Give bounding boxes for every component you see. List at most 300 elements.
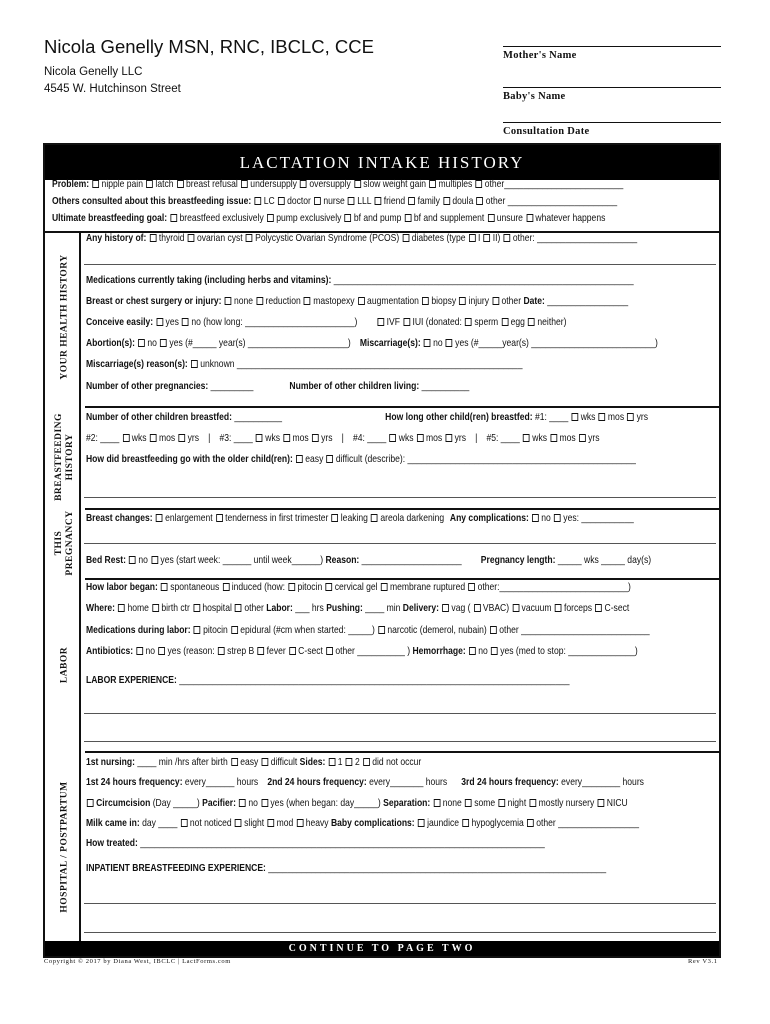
option-label: yrs bbox=[187, 433, 200, 444]
hosp-treated-line[interactable]: _____________________________________________________________________________________ bbox=[140, 838, 545, 849]
hosp-inp-row bbox=[86, 863, 606, 874]
option-label: pitocin bbox=[297, 582, 323, 593]
hosp-sep-label: Separation: bbox=[383, 798, 431, 809]
option-label: not noticed bbox=[189, 818, 232, 829]
option-label: other bbox=[244, 603, 264, 614]
history-row bbox=[86, 233, 637, 244]
checkbox[interactable] bbox=[182, 318, 189, 326]
option-label: augmentation bbox=[367, 296, 419, 307]
checkbox[interactable] bbox=[354, 180, 361, 188]
checkbox[interactable] bbox=[377, 318, 384, 326]
checkbox[interactable] bbox=[627, 413, 634, 421]
hosp-inp-line[interactable]: _______________________________________________________________________ bbox=[268, 863, 607, 874]
checkbox[interactable] bbox=[595, 604, 602, 612]
health-reason-line[interactable]: ____________________________________________________________ bbox=[236, 359, 523, 370]
checkbox[interactable] bbox=[296, 819, 303, 827]
checkbox[interactable] bbox=[527, 819, 534, 827]
option-label: other _________________ bbox=[536, 818, 640, 829]
labor-line-2[interactable] bbox=[84, 741, 716, 742]
checkbox[interactable] bbox=[402, 234, 409, 242]
hosp-sides-label: Sides: bbox=[299, 757, 326, 768]
bf-sep[interactable]: | bbox=[475, 433, 478, 444]
checkbox[interactable] bbox=[188, 234, 195, 242]
checkbox[interactable] bbox=[194, 626, 201, 634]
labor-labor-text[interactable]: ___ hrs bbox=[295, 603, 324, 614]
checkbox[interactable] bbox=[150, 434, 157, 442]
checkbox[interactable] bbox=[405, 214, 412, 222]
mothers-name-field[interactable]: Mother's Name bbox=[503, 46, 721, 61]
checkbox[interactable] bbox=[488, 214, 495, 222]
section-label-labor: LABOR bbox=[59, 646, 70, 684]
hosp-milk-text[interactable]: day ____ bbox=[142, 818, 178, 829]
bf-label-1: BREASTFEEDING bbox=[54, 413, 64, 501]
option-label: epidural (#cm when started: _____) bbox=[240, 625, 375, 636]
checkbox[interactable] bbox=[158, 647, 165, 655]
checkbox[interactable] bbox=[312, 434, 319, 442]
option-label: no bbox=[248, 798, 258, 809]
checkbox[interactable] bbox=[408, 197, 415, 205]
checkbox[interactable] bbox=[289, 647, 296, 655]
checkbox[interactable] bbox=[138, 339, 145, 347]
option-label: birth ctr bbox=[161, 603, 190, 614]
checkbox[interactable] bbox=[160, 339, 167, 347]
checkbox[interactable] bbox=[283, 434, 290, 442]
labor-line-1[interactable] bbox=[84, 713, 716, 714]
option-label: nipple pain bbox=[101, 179, 143, 190]
checkbox[interactable] bbox=[136, 647, 143, 655]
option-label: areola darkening bbox=[380, 513, 445, 524]
checkbox[interactable] bbox=[526, 214, 533, 222]
option-label: yes (start week: ______ until week______) bbox=[160, 555, 324, 566]
option-label: narcotic (demerol, nubain) bbox=[387, 625, 487, 636]
option-label: 2 bbox=[355, 757, 360, 768]
checkbox[interactable] bbox=[152, 604, 159, 612]
checkbox[interactable] bbox=[417, 434, 424, 442]
hosp-first-label: 1st nursing: bbox=[86, 757, 135, 768]
labor-exp-label: LABOR EXPERIENCE: bbox=[86, 675, 177, 686]
checkbox[interactable] bbox=[477, 197, 484, 205]
option-label: diabetes (type bbox=[411, 233, 466, 244]
option-label: multiples bbox=[438, 179, 473, 190]
labor-where-label: Where: bbox=[86, 603, 116, 614]
checkbox[interactable] bbox=[443, 197, 450, 205]
checkbox[interactable] bbox=[422, 297, 429, 305]
option-label: pump exclusively bbox=[276, 213, 342, 224]
option-label: other _______________________ bbox=[485, 196, 618, 207]
option-label: heavy bbox=[305, 818, 329, 829]
option-label: 1 bbox=[337, 757, 343, 768]
checkbox[interactable] bbox=[363, 758, 370, 766]
option-label: yes bbox=[165, 317, 179, 328]
preg-changes-row bbox=[86, 513, 634, 524]
labor-exp-line[interactable]: __________________________________________________________________________________ bbox=[179, 675, 570, 686]
abortion-row bbox=[86, 338, 658, 349]
preg-length-text[interactable]: _____ wks _____ day(s) bbox=[557, 555, 652, 566]
checkbox[interactable] bbox=[156, 318, 163, 326]
hosp-line-2[interactable] bbox=[84, 932, 716, 933]
checkbox[interactable] bbox=[262, 758, 269, 766]
option-label: tenderness in first trimester bbox=[225, 513, 329, 524]
checkbox[interactable] bbox=[156, 514, 163, 522]
labor-delivery-label: Delivery: bbox=[402, 603, 439, 614]
checkbox[interactable] bbox=[231, 626, 238, 634]
section-label-health: YOUR HEALTH HISTORY bbox=[59, 254, 70, 380]
bf-c5[interactable]: #5: ____ bbox=[486, 433, 520, 444]
option-label: no (how long: _______________________) bbox=[191, 317, 358, 328]
option-label: ovarian cyst bbox=[197, 233, 243, 244]
option-label: breastfeed exclusively bbox=[179, 213, 264, 224]
section-label-preg bbox=[54, 510, 76, 575]
option-label: forceps bbox=[563, 603, 593, 614]
checkbox[interactable] bbox=[346, 758, 353, 766]
option-label: easy bbox=[305, 454, 324, 465]
option-label: C-sect bbox=[604, 603, 630, 614]
option-label: injury bbox=[468, 296, 490, 307]
hosp-f1-text[interactable]: every______ hours bbox=[184, 777, 259, 788]
option-label: I bbox=[477, 233, 481, 244]
checkbox[interactable] bbox=[256, 297, 263, 305]
option-label: egg bbox=[510, 317, 525, 328]
option-label: enlargement bbox=[165, 513, 213, 524]
checkbox[interactable] bbox=[345, 214, 352, 222]
health-surgery-label: Breast or chest surgery or injury: bbox=[86, 296, 222, 307]
checkbox[interactable] bbox=[288, 583, 295, 591]
hosp-f1-label: 1st 24 hours frequency: bbox=[86, 777, 183, 788]
checkbox[interactable] bbox=[278, 197, 285, 205]
checkbox[interactable] bbox=[433, 799, 440, 807]
history-extra-line[interactable] bbox=[84, 264, 716, 265]
option-label: no bbox=[145, 646, 156, 657]
checkbox[interactable] bbox=[469, 234, 476, 242]
checkbox[interactable] bbox=[498, 799, 505, 807]
checkbox[interactable] bbox=[348, 197, 355, 205]
bf-sep[interactable]: | bbox=[208, 433, 211, 444]
preg-label-1: THIS bbox=[54, 530, 64, 556]
option-label: difficult bbox=[270, 757, 298, 768]
hosp-line-1[interactable] bbox=[84, 903, 716, 904]
practitioner-name: Nicola Genelly MSN, RNC, IBCLC, CCE bbox=[44, 36, 374, 57]
checkbox[interactable] bbox=[267, 819, 274, 827]
checkbox[interactable] bbox=[123, 434, 130, 442]
health-living-line[interactable]: __________ bbox=[421, 381, 470, 392]
option-label: NICU bbox=[606, 798, 628, 809]
checkbox[interactable] bbox=[193, 604, 200, 612]
labor-labor-label: Labor: bbox=[266, 603, 293, 614]
checkbox[interactable] bbox=[468, 583, 475, 591]
checkbox[interactable] bbox=[523, 434, 530, 442]
preg-label-2: PREGNANCY bbox=[65, 510, 75, 576]
checkbox[interactable] bbox=[371, 514, 378, 522]
checkbox[interactable] bbox=[358, 297, 365, 305]
checkbox[interactable] bbox=[325, 583, 332, 591]
option-label: yrs bbox=[321, 433, 333, 444]
option-label: yes (#_____year(s) __________________________) bbox=[455, 338, 658, 349]
checkbox[interactable] bbox=[191, 360, 198, 368]
option-label: bf and pump bbox=[353, 213, 402, 224]
checkbox[interactable] bbox=[529, 799, 536, 807]
checkbox[interactable] bbox=[327, 455, 334, 463]
checkbox[interactable] bbox=[304, 297, 311, 305]
checkbox[interactable] bbox=[381, 583, 388, 591]
option-label: hypoglycemia bbox=[471, 818, 524, 829]
bf-c1[interactable]: #1: ____ bbox=[534, 412, 569, 423]
bf-sep[interactable]: | bbox=[341, 433, 344, 444]
bf-children-line[interactable]: __________ bbox=[234, 412, 282, 423]
option-label: yrs bbox=[636, 412, 648, 423]
checkbox[interactable] bbox=[235, 604, 242, 612]
checkbox[interactable] bbox=[462, 819, 469, 827]
checkbox[interactable] bbox=[246, 234, 253, 242]
option-label: mos bbox=[425, 433, 443, 444]
divider-bf-top bbox=[85, 406, 719, 408]
revision: Rev V3.1 bbox=[688, 958, 718, 965]
checkbox[interactable] bbox=[403, 318, 410, 326]
checkbox[interactable] bbox=[554, 514, 561, 522]
option-label: Polycystic Ovarian Syndrome (PCOS) bbox=[255, 233, 400, 244]
company-address: 4545 W. Hutchinson Street bbox=[44, 83, 181, 95]
hosp-pac-label: Pacifier: bbox=[202, 798, 236, 809]
hosp-inp-label: INPATIENT BREASTFEEDING EXPERIENCE: bbox=[86, 863, 266, 874]
checkbox[interactable] bbox=[257, 647, 264, 655]
option-label: easy bbox=[240, 757, 259, 768]
checkbox[interactable] bbox=[579, 434, 586, 442]
top-others-label: Others consulted about this breastfeeding issue: bbox=[52, 196, 252, 207]
continue-banner: CONTINUE TO PAGE TWO bbox=[45, 941, 719, 956]
hosp-f3-label: 3rd 24 hours frequency: bbox=[461, 777, 559, 788]
checkbox[interactable] bbox=[178, 434, 185, 442]
checkbox[interactable] bbox=[418, 819, 425, 827]
checkbox[interactable] bbox=[445, 434, 452, 442]
checkbox[interactable] bbox=[177, 180, 184, 188]
hosp-first-text[interactable]: ____ min /hrs after birth bbox=[137, 757, 228, 768]
checkbox[interactable] bbox=[267, 214, 274, 222]
checkbox[interactable] bbox=[92, 180, 99, 188]
checkbox[interactable] bbox=[296, 455, 303, 463]
checkbox[interactable] bbox=[442, 604, 449, 612]
option-label: no bbox=[541, 513, 551, 524]
bf-extra-line[interactable] bbox=[84, 497, 716, 498]
option-label: other_________________________ bbox=[484, 179, 624, 190]
conceive-row bbox=[86, 317, 566, 328]
meds-row bbox=[86, 275, 634, 286]
option-label: mastopexy bbox=[313, 296, 355, 307]
hosp-milk-row bbox=[86, 818, 639, 829]
checkbox[interactable] bbox=[256, 434, 263, 442]
option-label: sperm bbox=[474, 317, 499, 328]
option-label: yes: ___________ bbox=[563, 513, 634, 524]
option-label: neither) bbox=[537, 317, 567, 328]
top-problem-label: Problem: bbox=[52, 179, 90, 190]
hosp-f2-label: 2nd 24 hours frequency: bbox=[267, 777, 367, 788]
surgery-row bbox=[86, 296, 628, 307]
health-preg-line[interactable]: _________ bbox=[210, 381, 254, 392]
checkbox[interactable] bbox=[504, 234, 511, 242]
option-label: some bbox=[474, 798, 496, 809]
health-preg-label: Number of other pregnancies: bbox=[86, 381, 209, 392]
hosp-circ-text[interactable]: (Day _____) bbox=[152, 798, 200, 809]
labor-pushing-label: Pushing: bbox=[326, 603, 363, 614]
option-label: LC bbox=[263, 196, 275, 207]
option-label: bf and supplement bbox=[413, 213, 485, 224]
checkbox[interactable] bbox=[424, 339, 431, 347]
checkbox[interactable] bbox=[150, 234, 157, 242]
checkbox[interactable] bbox=[314, 197, 321, 205]
checkbox[interactable] bbox=[501, 318, 508, 326]
health-abortion-label: Abortion(s): bbox=[86, 338, 135, 349]
option-label: other ___________________________ bbox=[499, 625, 650, 636]
option-label: none bbox=[442, 798, 462, 809]
checkbox[interactable] bbox=[374, 197, 381, 205]
option-label: C-sect bbox=[298, 646, 323, 657]
checkbox[interactable] bbox=[446, 339, 453, 347]
option-label: vag ( bbox=[451, 603, 471, 614]
checkbox[interactable] bbox=[332, 514, 339, 522]
checkbox[interactable] bbox=[129, 556, 136, 564]
checkbox[interactable] bbox=[151, 556, 158, 564]
checkbox[interactable] bbox=[459, 297, 466, 305]
preg-bedrest-label: Bed Rest: bbox=[86, 555, 126, 566]
checkbox[interactable] bbox=[390, 434, 397, 442]
option-label: doula bbox=[452, 196, 474, 207]
option-label: reduction bbox=[265, 296, 301, 307]
checkbox[interactable] bbox=[216, 514, 223, 522]
option-label: IVF bbox=[386, 317, 400, 328]
checkbox[interactable] bbox=[469, 647, 476, 655]
checkbox[interactable] bbox=[532, 514, 539, 522]
option-label: mos bbox=[292, 433, 309, 444]
hosp-f3-text[interactable]: every________ hours bbox=[561, 777, 644, 788]
labor-began-row bbox=[86, 582, 631, 593]
health-date-line[interactable]: _________________ bbox=[547, 296, 629, 307]
bf-label-2: HISTORY bbox=[65, 433, 75, 481]
option-label: membrane ruptured bbox=[390, 582, 466, 593]
copyright: Copyright © 2017 by Diana West, IBCLC | LactForms.com bbox=[44, 958, 231, 965]
checkbox[interactable] bbox=[261, 799, 268, 807]
option-label: mos bbox=[158, 433, 176, 444]
option-label: no bbox=[433, 338, 443, 349]
option-label: jaundice bbox=[427, 818, 460, 829]
hosp-treated-label: How treated: bbox=[86, 838, 138, 849]
checkbox[interactable] bbox=[146, 180, 153, 188]
option-label: family bbox=[417, 196, 440, 207]
health-history-label: Any history of: bbox=[86, 233, 147, 244]
preg-extra-line[interactable] bbox=[84, 543, 716, 544]
health-date-label: Date: bbox=[523, 296, 545, 307]
checkbox[interactable] bbox=[161, 583, 168, 591]
option-label: yes (reason: bbox=[167, 646, 215, 657]
bf-c3[interactable]: #3: ____ bbox=[219, 433, 253, 444]
option-label: wks bbox=[131, 433, 147, 444]
checkbox[interactable] bbox=[235, 819, 242, 827]
pregnancies-row bbox=[86, 381, 469, 392]
health-living-label: Number of other children living: bbox=[289, 381, 420, 392]
option-label: nurse bbox=[323, 196, 345, 207]
option-label: night bbox=[507, 798, 527, 809]
checkbox[interactable] bbox=[492, 297, 499, 305]
bf-children-label: Number of other children breastfed: bbox=[86, 412, 232, 423]
checkbox[interactable] bbox=[555, 604, 562, 612]
checkbox[interactable] bbox=[118, 604, 125, 612]
checkbox[interactable] bbox=[241, 180, 248, 188]
checkbox[interactable] bbox=[429, 180, 436, 188]
checkbox[interactable] bbox=[181, 819, 188, 827]
checkbox[interactable] bbox=[465, 318, 472, 326]
checkbox[interactable] bbox=[484, 234, 491, 242]
checkbox[interactable] bbox=[465, 799, 472, 807]
labor-meds-label: Medications during labor: bbox=[86, 625, 191, 636]
checkbox[interactable] bbox=[223, 583, 230, 591]
consultation-date-field[interactable]: Consultation Date bbox=[503, 122, 721, 137]
checkbox[interactable] bbox=[329, 758, 336, 766]
option-label: mod bbox=[276, 818, 294, 829]
checkbox[interactable] bbox=[528, 318, 535, 326]
checkbox[interactable] bbox=[599, 413, 606, 421]
checkbox[interactable] bbox=[598, 799, 605, 807]
option-label: no bbox=[478, 646, 488, 657]
labor-pushing-text[interactable]: ____ min bbox=[365, 603, 401, 614]
hosp-f2-text[interactable]: every_______ hours bbox=[369, 777, 448, 788]
checkbox[interactable] bbox=[490, 626, 497, 634]
option-label: friend bbox=[383, 196, 406, 207]
option-label: unknown bbox=[200, 359, 235, 370]
checkbox[interactable] bbox=[254, 197, 261, 205]
goal-row bbox=[52, 213, 605, 224]
form-title-bar bbox=[45, 145, 719, 180]
checkbox[interactable] bbox=[491, 647, 498, 655]
option-label: oversupply bbox=[309, 179, 351, 190]
checkbox[interactable] bbox=[378, 626, 385, 634]
checkbox[interactable] bbox=[239, 799, 246, 807]
hosp-bc-label: Baby complications: bbox=[330, 818, 415, 829]
checkbox[interactable] bbox=[512, 604, 519, 612]
preg-reason-line[interactable]: _____________________ bbox=[361, 555, 462, 566]
checkbox[interactable] bbox=[476, 180, 483, 188]
option-label: undersupply bbox=[250, 179, 297, 190]
option-label: thyroid bbox=[158, 233, 185, 244]
checkbox[interactable] bbox=[225, 297, 232, 305]
bf-older-row bbox=[86, 454, 636, 465]
labor-anti-row bbox=[86, 646, 638, 657]
reason-row bbox=[86, 359, 522, 370]
checkbox[interactable] bbox=[474, 604, 481, 612]
checkbox[interactable] bbox=[170, 214, 177, 222]
babys-name-field[interactable]: Baby's Name bbox=[503, 87, 721, 102]
option-label: mos bbox=[559, 433, 576, 444]
others-row bbox=[52, 196, 617, 207]
option-label: slow weight gain bbox=[363, 179, 427, 190]
checkbox[interactable] bbox=[550, 434, 557, 442]
option-label: mostly nursery bbox=[538, 798, 595, 809]
bf-c2[interactable]: #2: ____ bbox=[86, 433, 120, 444]
option-label: induced (how: bbox=[231, 582, 286, 593]
hosp-freq-row bbox=[86, 777, 644, 788]
health-reason-label: Miscarriage(s) reason(s): bbox=[86, 359, 188, 370]
health-meds-line[interactable]: _______________________________________________________________ bbox=[333, 275, 634, 286]
checkbox[interactable] bbox=[300, 180, 307, 188]
option-label: wks bbox=[398, 433, 414, 444]
option-label: LLL bbox=[357, 196, 372, 207]
checkbox[interactable] bbox=[326, 647, 333, 655]
option-label: IUI (donated: bbox=[412, 317, 462, 328]
form-title: LACTATION INTAKE HISTORY bbox=[239, 153, 525, 172]
checkbox[interactable] bbox=[571, 413, 578, 421]
option-label: pitocin bbox=[203, 625, 228, 636]
checkbox[interactable] bbox=[87, 799, 94, 807]
bf-c4[interactable]: #4: ____ bbox=[352, 433, 387, 444]
checkbox[interactable] bbox=[218, 647, 225, 655]
intake-form bbox=[43, 143, 721, 958]
checkbox[interactable] bbox=[231, 758, 238, 766]
